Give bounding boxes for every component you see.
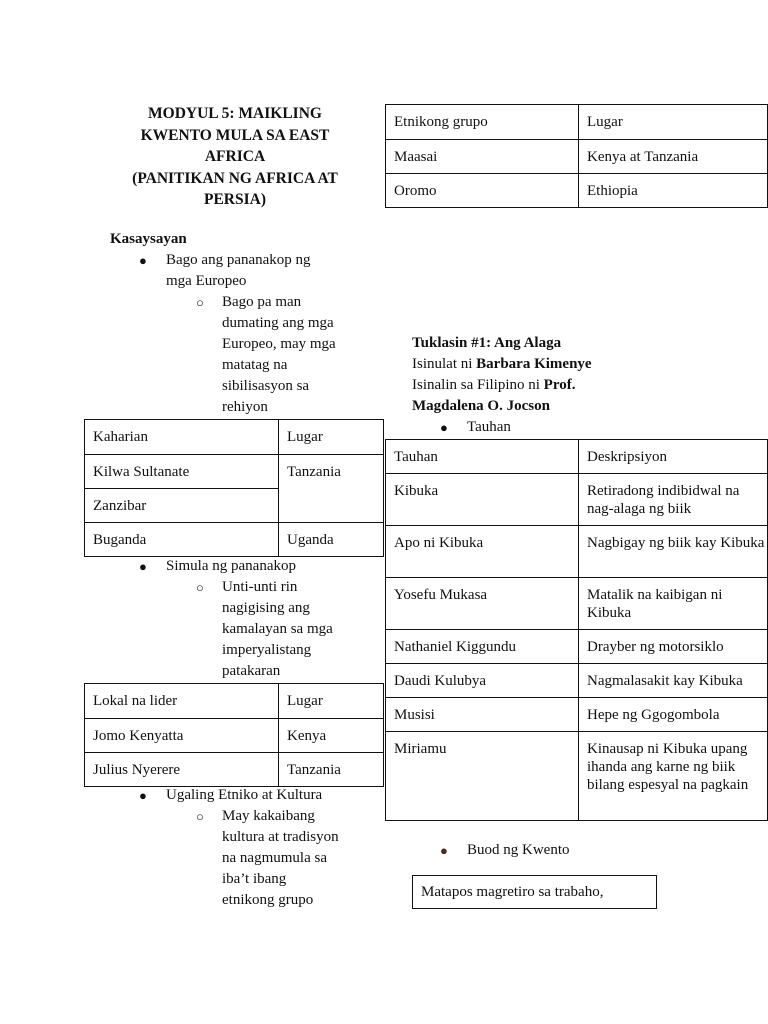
table-cell: Zanzibar: [85, 489, 279, 523]
table-cell: Tanzania: [279, 753, 384, 787]
list-item: [440, 417, 511, 438]
table-cell: Daudi Kulubya: [386, 664, 579, 698]
list-item-line: Buod ng Kwento: [467, 842, 570, 858]
sub-list-item: [196, 806, 339, 911]
list-item-line: Ugaling Etniko at Kultura: [166, 787, 323, 803]
table-cell: Retiradong indibidwal na nag-alaga ng biik: [579, 474, 768, 526]
bullet-dot: ●: [440, 843, 448, 858]
section-heading-kasaysayan: Kasaysayan: [110, 231, 187, 247]
title-line: PERSIA): [203, 191, 266, 208]
table-row: [386, 732, 768, 821]
list-item-line: matatag na: [222, 357, 288, 373]
table-header-cell: Lugar: [279, 420, 384, 455]
title-line: AFRICA: [204, 148, 266, 165]
table-cell: Ethiopia: [579, 174, 768, 208]
author-line: [412, 354, 592, 375]
local-leader-table: [84, 683, 384, 787]
list-item-line: na nagmumula sa: [222, 850, 327, 866]
table-cell: Kenya at Tanzania: [579, 140, 768, 174]
table-header-cell: Kaharian: [85, 420, 279, 455]
table-cell: Tanzania: [279, 455, 384, 523]
table-cell: Matalik na kaibigan ni Kibuka: [579, 578, 768, 630]
title-line: MODYUL 5: MAIKLING: [148, 105, 322, 122]
list-item-line: dumating ang mga: [222, 315, 334, 331]
sub-list-item: [196, 292, 336, 418]
bullet-dot: ●: [139, 788, 147, 803]
story-title: Tuklasin #1: Ang Alaga: [412, 335, 562, 351]
list-item-line: mga Europeo: [166, 273, 247, 289]
bullet-circle: ○: [196, 295, 204, 310]
table-header-cell: Tauhan: [386, 440, 579, 474]
table-cell: Kilwa Sultanate: [85, 455, 279, 489]
list-item: [440, 840, 570, 861]
table-cell: Julius Nyerere: [85, 753, 279, 787]
character-table: [385, 439, 768, 821]
table-header-cell: Lokal na lider: [85, 684, 279, 719]
list-item: [139, 556, 296, 577]
table-row: [386, 698, 768, 732]
table-cell: Miriamu: [386, 732, 579, 821]
list-item: [139, 250, 311, 292]
sub-list-item: [196, 577, 333, 682]
table-row: [386, 664, 768, 698]
bullet-dot: ●: [139, 559, 147, 574]
list-item-line: iba’t ibang: [222, 871, 287, 887]
table-cell: Buganda: [85, 523, 279, 557]
list-item: [139, 785, 323, 806]
table-cell: Drayber ng motorsiklo: [579, 630, 768, 664]
table-cell: Kinausap ni Kibuka upang ihanda ang karne ng biik bilang espesyal na pagkain: [579, 732, 768, 821]
summary-text-box: Matapos magretiro sa trabaho,: [412, 875, 657, 909]
list-item-line: Bago pa man: [222, 294, 302, 310]
table-cell: Musisi: [386, 698, 579, 732]
list-item-line: Unti-unti rin: [222, 579, 298, 595]
table-row: [386, 526, 768, 578]
table-header-cell: Lugar: [579, 105, 768, 140]
table-row: [386, 578, 768, 630]
table-cell: Nagmalasakit kay Kibuka: [579, 664, 768, 698]
bullet-dot: ●: [440, 420, 448, 435]
table-cell: Nagbigay ng biik kay Kibuka: [579, 526, 768, 578]
table-cell: Nathaniel Kiggundu: [386, 630, 579, 664]
list-item-line: patakaran: [222, 663, 281, 679]
list-item-line: Tauhan: [467, 419, 511, 435]
title-line: KWENTO MULA SA EAST: [140, 126, 330, 144]
list-item-line: imperyalistang: [222, 642, 312, 658]
table-row: [386, 630, 768, 664]
list-item-line: Simula ng pananakop: [166, 558, 296, 574]
translator-name: Prof.: [543, 377, 576, 393]
list-item-line: rehiyon: [222, 399, 268, 415]
table-row: [386, 474, 768, 526]
table-cell: Yosefu Mukasa: [386, 578, 579, 630]
list-item-line: Europeo, may mga: [222, 336, 336, 352]
bullet-dot: ●: [139, 253, 147, 268]
translator-prefix: Isinalin sa Filipino ni: [412, 377, 544, 393]
ethnic-group-table: [385, 104, 768, 208]
list-item-line: kamalayan sa mga: [222, 621, 333, 637]
translator-name-continued: Magdalena O. Jocson: [412, 398, 550, 414]
bullet-circle: ○: [196, 580, 204, 595]
table-cell: Apo ni Kibuka: [386, 526, 579, 578]
table-cell: Hepe ng Ggogombola: [579, 698, 768, 732]
table-header-cell: Lugar: [279, 684, 384, 719]
author-name: Barbara Kimenye: [476, 356, 592, 372]
author-prefix: Isinulat ni: [412, 356, 477, 372]
table-header-cell: Etnikong grupo: [386, 105, 579, 140]
module-title: [110, 103, 360, 211]
table-cell: Oromo: [386, 174, 579, 208]
table-header-cell: Deskripsiyon: [579, 440, 768, 474]
bullet-circle: ○: [196, 809, 204, 824]
table-cell: Jomo Kenyatta: [85, 719, 279, 753]
kingdom-table: [84, 419, 384, 557]
table-cell: Kibuka: [386, 474, 579, 526]
title-line: (PANITIKAN NG AFRICA AT: [132, 169, 338, 187]
list-item-line: sibilisasyon sa: [222, 378, 310, 394]
list-item-line: May kakaibang: [222, 808, 315, 824]
list-item-line: etnikong grupo: [222, 892, 314, 908]
list-item-line: Bago ang pananakop ng: [166, 252, 311, 268]
list-item-line: kultura at tradisyon: [222, 829, 339, 845]
list-item-line: nagigising ang: [222, 600, 310, 616]
table-cell: Maasai: [386, 140, 579, 174]
table-cell: Uganda: [279, 523, 384, 557]
table-cell: Kenya: [279, 719, 384, 753]
translator-line: [412, 375, 575, 396]
